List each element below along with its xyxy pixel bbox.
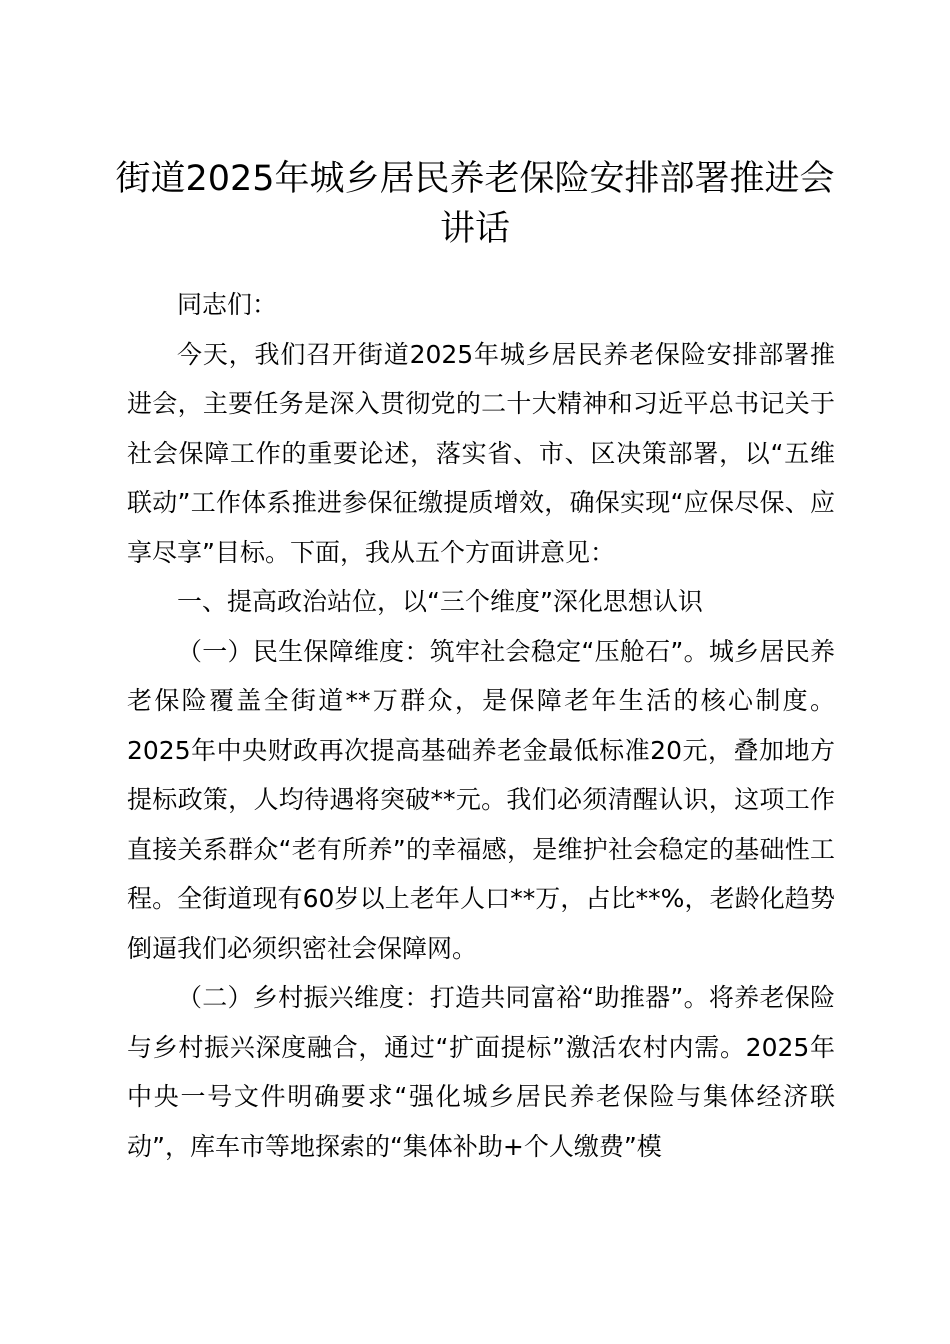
paragraph-rural-revitalization: （二）乡村振兴维度：打造共同富裕“助推器”。将养老保险与乡村振兴深度融合，通过“扩面提标”激活农村内需。2025年中央一号文件明确要求“强化城乡居民养老保险与集体经济联动”，库车市等地探索的“集体补助+个人缴费”模 [127, 983, 835, 1161]
paragraph-livelihood: （一）民生保障维度：筑牢社会稳定“压舱石”。城乡居民养老保险覆盖全街道**万群众，是保障老年生活的核心制度。2025年中央财政再次提高基础养老金最低标准20元，叠加地方提标政策，人均待遇将突破**元。我们必须清醒认识，这项工作直接关系群众“老有所养”的幸福感，是维护社会稳定的基础性工程。全街道现有60岁以上老年人口**万，占比**%，老龄化趋势倒逼我们必须织密社会保障网。 [127, 636, 835, 963]
document-body [127, 280, 835, 1171]
salutation: 同志们： [177, 290, 278, 319]
paragraph-intro: 今天，我们召开街道2025年城乡居民养老保险安排部署推进会，主要任务是深入贯彻党的二十大精神和习近平总书记关于社会保障工作的重要论述，落实省、市、区决策部署，以“五维联动”工作体系推进参保征缴提质增效，确保实现“应保尽保、应享尽享”目标。下面，我从五个方面讲意见： [127, 339, 835, 567]
section-heading-1: 一、提高政治站位，以“三个维度”深化思想认识 [177, 587, 703, 616]
document-title: 街道2025年城乡居民养老保险安排部署推进会讲话 [115, 159, 835, 249]
